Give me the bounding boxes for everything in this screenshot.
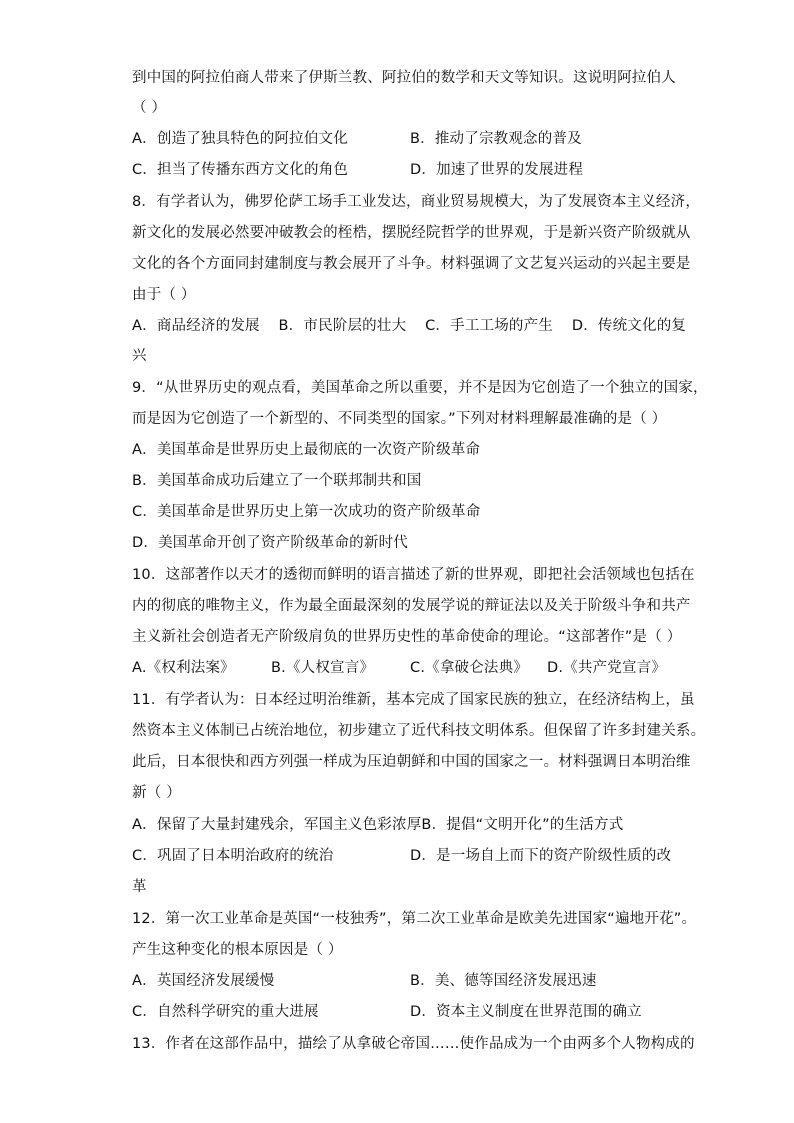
q9-option-a: A．美国革命是世界历史上最彻底的一次资产阶级革命: [132, 442, 481, 458]
q12-option-c: C．自然科学研究的重大进展: [132, 1004, 319, 1020]
q8-option-b: B．市民阶层的壮大: [278, 318, 407, 334]
q12-stem-line-1: 12．第一次工业革命是英国“一枝独秀”，第二次工业革命是欧美先进国家“遍地开花”。: [132, 911, 697, 927]
q11-option-c: C．巩固了日本明治政府的统治: [132, 848, 334, 864]
q12-option-b: B．美、德等国经济发展迅速: [410, 973, 597, 989]
q7-option-a: A．创造了独具特色的阿拉伯文化: [132, 131, 348, 147]
q8-option-d: D．传统文化的复: [571, 318, 687, 334]
q7-option-d: D．加速了世界的发展进程: [410, 162, 584, 178]
q11-stem-line-2: 然资本主义体制已占统治地位，初步建立了近代科技文明体系。但保留了许多封建关系。: [132, 723, 706, 739]
q8-option-c: C．手工工场的产生: [425, 318, 554, 334]
q8-stem-line-3: 文化的各个方面同封建制度与教会展开了斗争。材料强调了文艺复兴运动的兴起主要是: [132, 256, 691, 272]
q12-option-d: D．资本主义制度在世界范围的确立: [410, 1004, 642, 1020]
q12-stem-line-2: 产生这种变化的根本原因是（ ）: [132, 942, 343, 958]
q13-stem-line-1: 13．作者在这部作品中，描绘了从拿破仑帝国……使作品成为一个由两多个人物构成的: [132, 1036, 695, 1052]
q11-option-d: D．是一场自上而下的资产阶级性质的改: [410, 848, 672, 864]
q9-option-c: C．美国革命是世界历史上第一次成功的资产阶级革命: [132, 504, 481, 520]
q11-option-d-continued: 革: [132, 879, 147, 895]
q12-option-a: A．英国经济发展缓慢: [132, 973, 275, 989]
q11-option-ab: A．保留了大量封建残余，军国主义色彩浓厚B．提倡“文明开化”的生活方式: [132, 817, 624, 833]
q10-option-c: C.《拿破仑法典》: [410, 660, 529, 676]
q10-option-a: A.《权利法案》: [132, 660, 235, 676]
q9-stem-line-2: 而是因为它创造了一个新型的、不同类型的国家。”下列对材料理解最准确的是（ ）: [132, 411, 667, 427]
q7-stem-line: 到中国的阿拉伯商人带来了伊斯兰教、阿拉伯的数学和天文等知识。这说明阿拉伯人: [132, 70, 676, 86]
q11-stem-line-1: 11．有学者认为：日本经过明治维新，基本完成了国家民族的独立，在经济结构上，虽: [132, 692, 695, 708]
q8-stem-line-1: 8．有学者认为，佛罗伦萨工场手工业发达，商业贸易规模大，为了发展资本主义经济，: [132, 194, 701, 210]
q10-stem-line-2: 内的彻底的唯物主义，作为最全面最深刻的发展学说的辩证法以及关于阶级斗争和共产: [132, 598, 691, 614]
q9-option-d: D．美国革命开创了资产阶级革命的新时代: [132, 535, 408, 551]
q8-stem-line-4: 由于（ ）: [132, 287, 196, 303]
q8-stem-line-2: 新文化的发展必然要冲破教会的桎梏，摆脱经院哲学的世界观，于是新兴资产阶级就从: [132, 225, 691, 241]
q10-stem-line-1: 10．这部著作以天才的透彻而鲜明的语言描述了新的世界观，即把社会活领域也包括在: [132, 567, 695, 583]
q10-option-b: B.《人权宣言》: [271, 660, 375, 676]
q8-options-row: [132, 316, 700, 336]
q10-option-d: D.《共产党宣言》: [547, 660, 667, 676]
q7-answer-paren: （ ）: [132, 100, 167, 116]
q7-option-b: B．推动了宗教观念的普及: [410, 131, 582, 147]
q9-stem-line-1: 9．“从世界历史的观点看，美国革命之所以重要，并不是因为它创造了一个独立的国家，: [132, 380, 708, 396]
q8-option-d-continued: 兴: [132, 348, 147, 364]
q7-option-c: C．担当了传播东西方文化的角色: [132, 162, 349, 178]
q11-stem-line-3: 此后，日本很快和西方列强一样成为压迫朝鲜和中国的国家之一。材料强调日本明治维: [132, 754, 691, 770]
q11-stem-line-4: 新（ ）: [132, 785, 181, 801]
q9-option-b: B．美国革命成功后建立了一个联邦制共和国: [132, 473, 422, 489]
q8-option-a: A．商品经济的发展: [132, 318, 260, 334]
q10-stem-line-3: 主义新社会创造者无产阶级肩负的世界历史性的革命使命的理论。“这部著作”是（ ）: [132, 629, 682, 645]
